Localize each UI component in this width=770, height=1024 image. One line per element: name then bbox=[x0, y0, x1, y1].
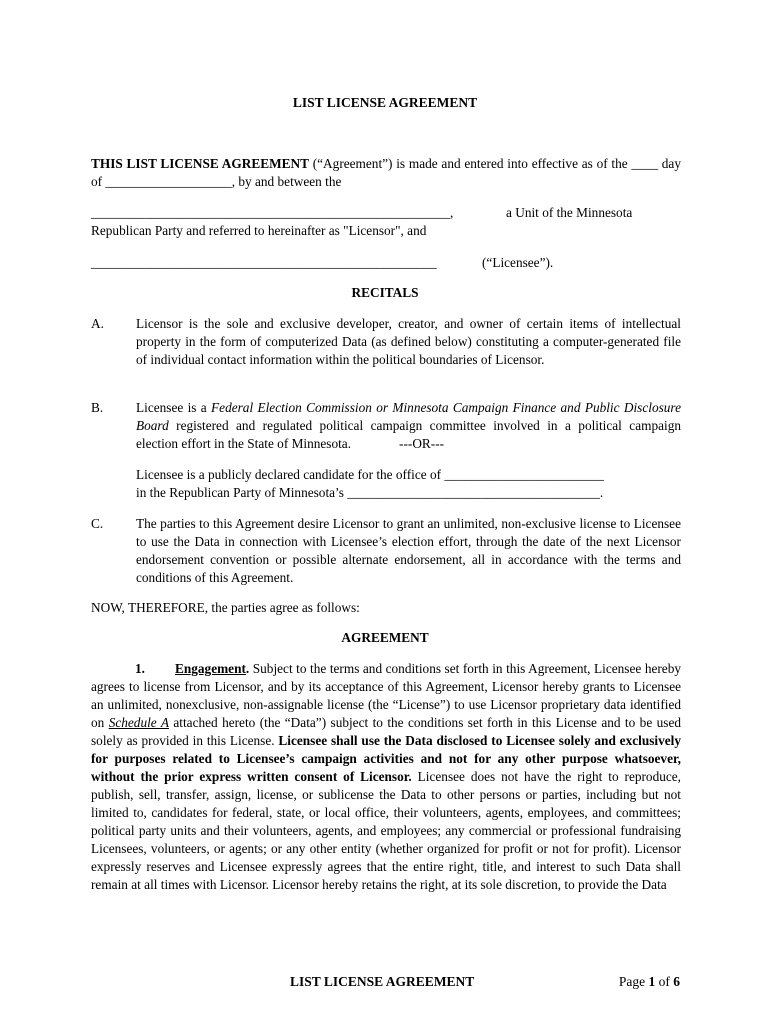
recital-alt-line1: Licensee is a publicly declared candidate for the office of ________________________ bbox=[136, 467, 604, 482]
recital-b-italic: Federal Election Commission or Minnesota Campaign Finance and Public Disclosure Board bbox=[136, 400, 681, 433]
page-footer bbox=[0, 974, 770, 992]
recital-b bbox=[91, 399, 681, 453]
section-number: 1. bbox=[135, 661, 145, 676]
intro-text: (“Agreement”) is made and entered into effective as of the ____ day of ___________________, by and between the bbox=[91, 156, 681, 189]
recital-c bbox=[91, 515, 681, 587]
recital-label: A. bbox=[91, 316, 104, 331]
intro-bold: THIS LIST LICENSE AGREEMENT bbox=[91, 156, 309, 171]
agreement-heading: AGREEMENT bbox=[341, 630, 429, 645]
licensor-paragraph bbox=[91, 204, 681, 240]
therefore-paragraph: NOW, THEREFORE, the parties agree as follows: bbox=[91, 600, 360, 615]
recital-label: B. bbox=[91, 400, 104, 415]
or-separator: ---OR--- bbox=[399, 436, 445, 451]
recitals-heading: RECITALS bbox=[351, 285, 419, 300]
section-1: 1. Engagement. Subject to the terms and conditions set forth in this Agreement, Licensee hereby agrees to license from Licensor, and by its acceptance of this Agreement, Licensor hereby grants to Licensee an unlimited, nonexclusive, non-assignable license (the “License”) to use Licensor proprietary data identified on Schedule A attached hereto (the “Data”) subject to the conditions set forth in this License and to be used solely as provided in this License. Licensee shall use the Data disclosed to Licensee solely and exclusively for purposes related to Licensee’s campaign activities and not for any other purpose whatsoever, without the prior express written consent of Licensor. Licensee does not have the right to reproduce, publish, sell, transfer, assign, license, or sublicense the Data to other persons or parties, including but not limited to, candidates for federal, state, or local office, their volunteers, agents, employees, and committees; political party units and their volunteers, agents, and employees; any commercial or professional fundraising Licensees, volunteers, or agents; or any other entity (whether organized for profit or not for profit). Licensor expressly reserves and Licensee expressly agrees that the entire right, title, and interest to such Data shall remain at all times with Licensor. Licensor hereby retains the right, at its sole discretion, to provide the Data bbox=[91, 661, 681, 892]
recital-text: Licensor is the sole and exclusive developer, creator, and owner of certain items of intellectual property in the form of computerized Data (as defined below) constituting a computer-generated file of individual contact information within the political boundaries of Licensor. bbox=[136, 316, 681, 367]
recital-label: C. bbox=[91, 516, 104, 531]
licensee-blank: ____________________________________________________ bbox=[91, 255, 437, 270]
recital-alt-line2: in the Republican Party of Minnesota’s ______________________________________. bbox=[136, 485, 604, 500]
document-title: LIST LICENSE AGREEMENT bbox=[292, 95, 478, 110]
page-number: Page 1 of 6 bbox=[618, 974, 680, 989]
licensor-blank: ______________________________________________________, bbox=[91, 205, 454, 220]
section-bold-clause: Licensee shall use the Data disclosed to Licensee solely and exclusively for purposes related to Licensee’s campaign activities and not for any other purpose whatsoever, without the prior express written consent of Licensor. bbox=[91, 733, 681, 784]
recital-text: The parties to this Agreement desire Licensor to grant an unlimited, non-exclusive license to Licensee to use the Data in connection with Licensee’s election effort, through the date of the next Licensor endorsement convention or possible alternate endorsement, all in accordance with the terms and conditions of this Agreement. bbox=[136, 516, 681, 585]
intro-paragraph bbox=[91, 155, 681, 191]
section-heading: Engagement bbox=[174, 661, 246, 676]
licensee-paragraph bbox=[91, 254, 681, 272]
licensee-text: (“Licensee”). bbox=[482, 255, 554, 270]
footer-title: LIST LICENSE AGREEMENT bbox=[290, 974, 475, 989]
recital-text: Licensee is a Federal Election Commission or Minnesota Campaign Finance and Public Disclosure Board registered and regulated political campaign committee involved in a political campaign election effort in the State of Minnesota. ---OR--- bbox=[136, 400, 681, 451]
schedule-a-reference: Schedule A bbox=[108, 715, 169, 730]
licensor-unit-text: a Unit of the Minnesota bbox=[506, 205, 633, 220]
licensor-text: Republican Party and referred to hereinafter as "Licensor", and bbox=[91, 223, 427, 238]
recital-b-alt bbox=[91, 466, 681, 502]
recital-a bbox=[91, 315, 681, 369]
